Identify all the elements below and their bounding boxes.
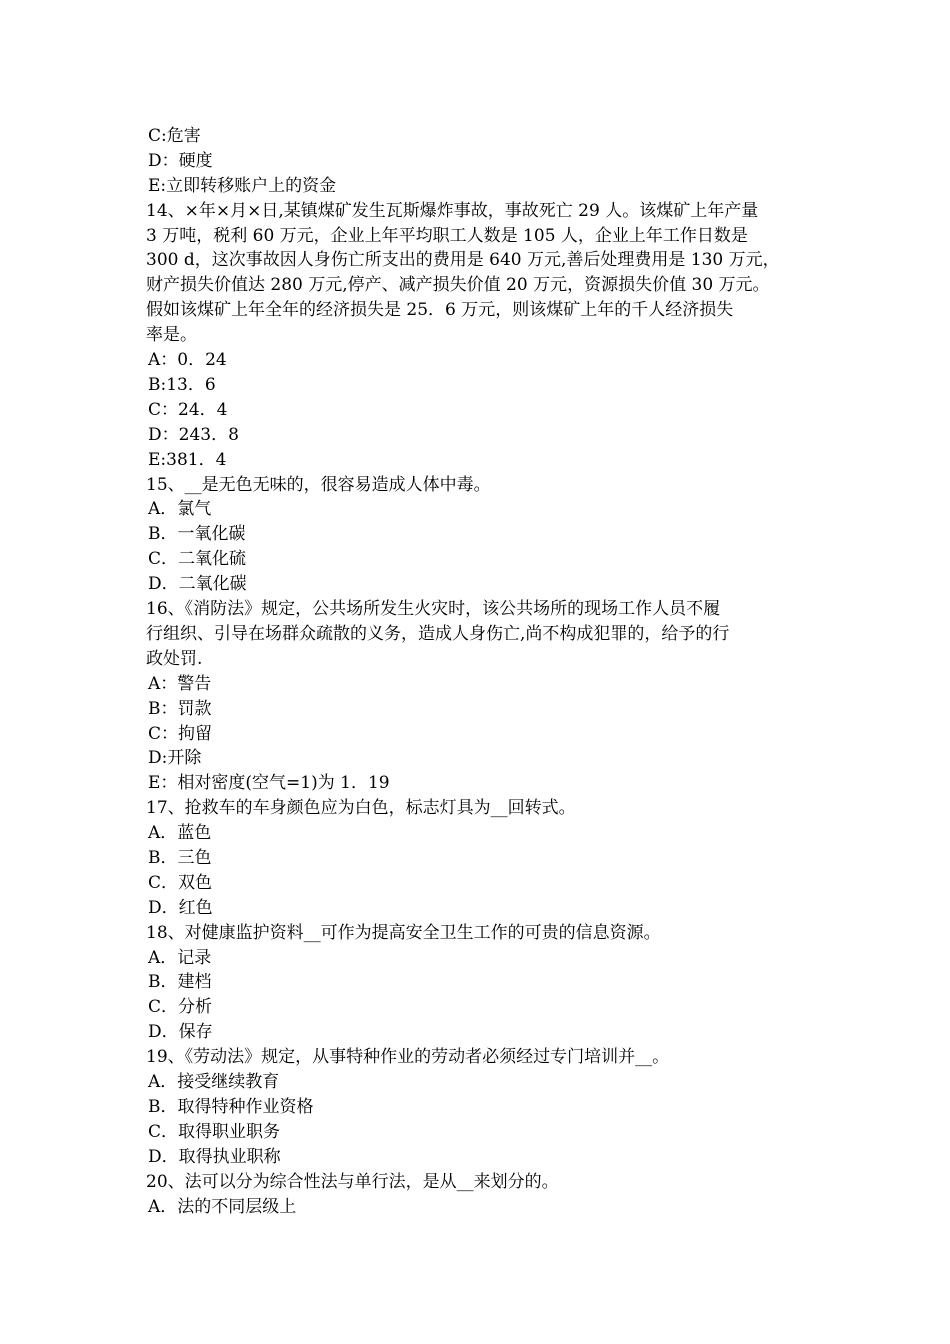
answer-option: C．二氧化硫 xyxy=(148,549,247,570)
question-line: 20、法可以分为综合性法与单行法，是从__来划分的。 xyxy=(146,1171,559,1192)
answer-option: D：硬度 xyxy=(148,150,213,171)
question-line: 18、对健康监护资料__可作为提高安全卫生工作的可贵的信息资源。 xyxy=(146,922,661,943)
question-text xyxy=(146,921,826,946)
question-line: 19、《劳动法》规定，从事特种作业的劳动者必须经过专门培训并__。 xyxy=(146,1047,670,1068)
answer-option: B:13．6 xyxy=(148,375,216,395)
answer-option: C：拘留 xyxy=(148,723,213,744)
question-text xyxy=(146,473,826,498)
answer-option: B．取得特种作业资格 xyxy=(148,1096,314,1117)
question-text xyxy=(146,597,826,672)
answer-option: A．蓝色 xyxy=(148,823,212,844)
question-line: 300 d，这次事故因人身伤亡所支出的费用是 640 万元,善后处理费用是 130 万元， xyxy=(146,250,780,271)
question-line: 3 万吨，税利 60 万元，企业上年平均职工人数是 105 人，企业上年工作日数是 xyxy=(146,225,748,246)
answer-option: A．法的不同层级上 xyxy=(148,1196,297,1217)
question-line: 17、抢救车的车身颜色应为白色，标志灯具为__回转式。 xyxy=(146,798,576,819)
answer-option: B．一氧化碳 xyxy=(148,524,246,545)
answer-option: A：0．24 xyxy=(148,350,227,371)
answer-option: B：罚款 xyxy=(148,698,212,719)
question-line: 14、×年×月×日,某镇煤矿发生瓦斯爆炸事故，事故死亡 29 人。该煤矿上年产量 xyxy=(146,200,759,221)
answer-option: A：警告 xyxy=(148,673,212,694)
answer-option: D．保存 xyxy=(148,1022,213,1043)
question-text xyxy=(146,199,826,348)
answer-option: C：24．4 xyxy=(148,399,228,420)
question-line: 16、《消防法》规定，公共场所发生火灾时，该公共场所的现场工作人员不履 xyxy=(146,599,721,620)
question-line: 政处罚. xyxy=(146,648,203,669)
question-line: 率是。 xyxy=(146,325,197,346)
answer-option: C．双色 xyxy=(148,872,213,893)
answer-option: C．分析 xyxy=(148,997,213,1018)
answer-option: A．记录 xyxy=(148,947,212,968)
question-line: 假如该煤矿上年全年的经济损失是 25．6 万元，则该煤矿上年的千人经济损失 xyxy=(146,300,734,321)
question-line: 行组织、引导在场群众疏散的义务，造成人身伤亡,尚不构成犯罪的，给予的行 xyxy=(146,623,730,644)
answer-option: B．三色 xyxy=(148,848,212,868)
answer-option: A．接受继续教育 xyxy=(148,1072,280,1093)
answer-option: D：243．8 xyxy=(148,424,239,445)
answer-option: C．取得职业职务 xyxy=(148,1121,281,1142)
answer-option: D:开除 xyxy=(148,748,202,769)
answer-option: D．红色 xyxy=(148,897,213,918)
question-text xyxy=(146,1170,826,1195)
answer-option: E:立即转移账户上的资金 xyxy=(148,175,337,196)
question-text xyxy=(146,1045,826,1070)
answer-option: D．取得执业职称 xyxy=(148,1146,281,1167)
document-page xyxy=(146,124,826,1219)
answer-option: C:危害 xyxy=(148,126,201,146)
question-line: 财产损失价值达 280 万元,停产、减产损失价值 20 万元，资源损失价值 30 万元。 xyxy=(146,275,770,296)
answer-option: D．二氧化碳 xyxy=(148,574,247,595)
question-text xyxy=(146,796,826,821)
question-line: 15、__是无色无味的，很容易造成人体中毒。 xyxy=(146,474,491,495)
answer-option: E:381．4 xyxy=(148,449,227,470)
answer-option: A．氯气 xyxy=(148,499,212,520)
answer-option: E：相对密度(空气=1)为 1．19 xyxy=(148,773,390,794)
answer-option: B．建档 xyxy=(148,972,212,993)
